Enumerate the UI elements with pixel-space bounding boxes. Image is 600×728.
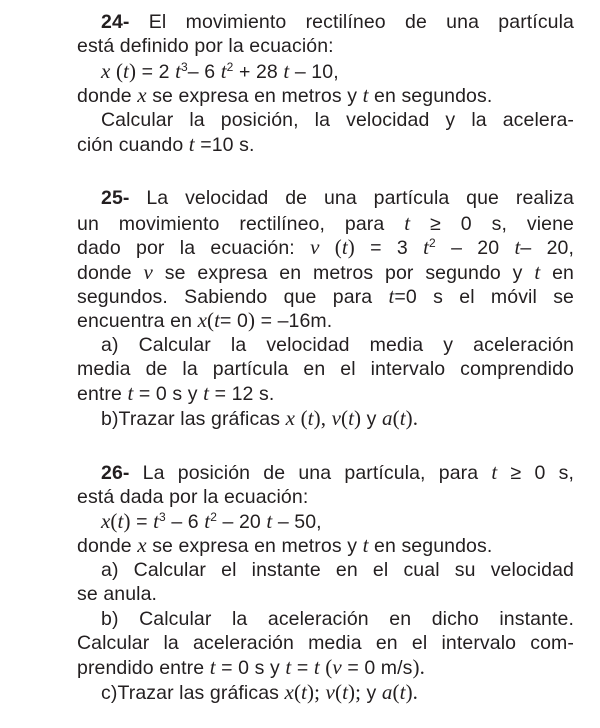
problem-24-line-2: está definido por la ecuación:: [77, 35, 334, 58]
problem-26-line-8: Calcular la aceleración media en el intervalo com-: [77, 631, 574, 654]
problem-26-line-1: 26- La posición de una partícula, para t ≥ 0 s,: [101, 460, 574, 485]
problem-26-line-2: está dada por la ecuación:: [77, 485, 309, 508]
equation-x: $x(t) = t^3 - 6$ $t^2 - 20$ t – 50,: [101, 509, 322, 534]
equation-x: x (t) = 2 $t^3-$ 6 $t^2 + 28$ t – 10,: [101, 58, 339, 83]
problem-26-part-b: b) Calcular la aceleración en dicho instante.: [101, 607, 574, 630]
problem-25-line-6: encuentra en x(t= 0) = –16m.: [77, 308, 333, 333]
problem-26-line-4: donde x se expresa en metros y t en segundos.: [77, 533, 493, 558]
problem-25-line-8: media de la partícula en el intervalo comprendido: [77, 358, 574, 381]
problem-26-line-6: se anula.: [77, 583, 158, 606]
problem-24-line-6: ción cuando t =10 s.: [77, 131, 255, 156]
problem-26-part-c: c)Trazar las gráficas x(t); v(t); y a(t).: [101, 679, 419, 704]
problem-26: [77, 460, 574, 704]
problem-25-line-3: dado por la ecuación: v (t) = 3 $t^2 - 20$ t– 20,: [77, 235, 574, 260]
problem-24-line-4: donde x se expresa en metros y t en segundos.: [77, 83, 493, 108]
problem-25-line-2: un movimiento rectilíneo, para t ≥ 0 s, viene: [77, 210, 574, 235]
problem-26-line-9: prendido entre t = 0 s y t = t (v = 0 m/s).: [77, 655, 425, 680]
problem-25-line-9: entre t = 0 s y t = 12 s.: [77, 381, 275, 406]
physics-problems-page: [77, 10, 574, 728]
problem-25-line-5: segundos. Sabiendo que para t=0 s el móvil se: [77, 283, 574, 308]
problem-25: [77, 186, 574, 430]
problem-number: 24-: [101, 11, 130, 33]
problem-number: 26-: [101, 462, 130, 485]
problem-24-line-1: 24- El movimiento rectilíneo de una partícula: [101, 11, 574, 33]
problem-25-line-1: 25- La velocidad de una partícula que realiza: [101, 187, 574, 210]
problem-25-part-b: b)Trazar las gráficas x (t), v(t) y a(t).: [101, 405, 419, 430]
problem-25-part-a: a) Calcular la velocidad media y aceleración: [101, 333, 574, 356]
problem-number: 25-: [101, 187, 130, 210]
problem-24: [77, 10, 574, 156]
problem-26-part-a: a) Calcular el instante en el cual su velocidad: [101, 558, 574, 581]
problem-25-line-4: donde v se expresa en metros por segundo y t en: [77, 259, 574, 284]
problem-24-line-5: Calcular la posición, la velocidad y la acelera-: [101, 108, 574, 131]
